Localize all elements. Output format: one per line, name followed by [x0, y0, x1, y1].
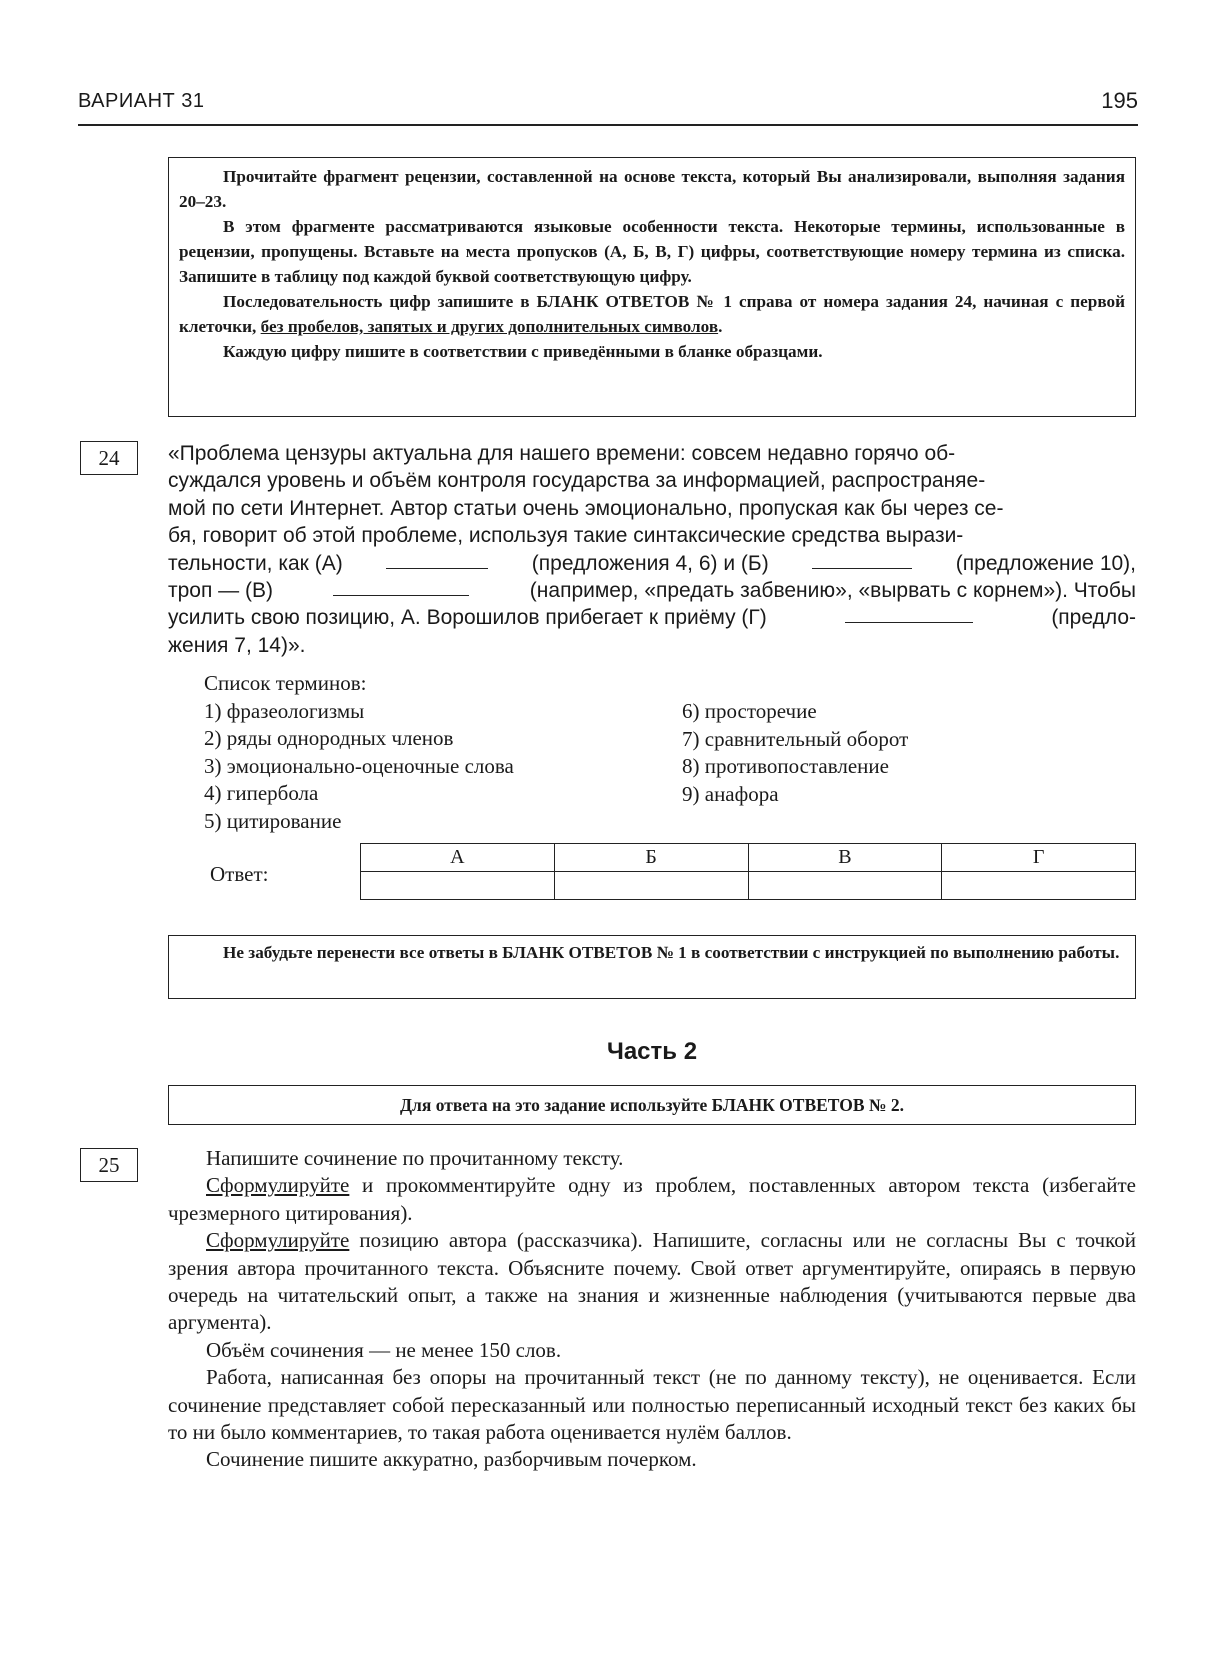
instruction-box	[168, 157, 1136, 417]
essay-paragraph: Работа, написанная без опоры на прочитанный текст (не по данному тексту), не оценивается. Если сочинение представляет собой пересказанный или полностью переписанный исходный текст без каких бы то ни было комментариев, то такая работа оценивается нулём баллов.	[168, 1365, 1136, 1445]
essay-paragraph: Объём сочинения — не менее 150 слов.	[206, 1337, 562, 1362]
answer-header-v: В	[748, 844, 942, 872]
essay-paragraph	[168, 1227, 1136, 1337]
passage-line: бя, говорит об этой проблеме, используя такие синтаксические средства вырази-	[168, 524, 964, 548]
reminder-box	[168, 935, 1136, 999]
passage-text: тельности, как (А)	[168, 551, 343, 575]
task-number-25: 25	[80, 1148, 138, 1182]
essay-task	[168, 1145, 1136, 1474]
essay-keyword: Сформулируйте	[206, 1228, 350, 1253]
passage-line	[168, 550, 1136, 577]
terms-list-left	[204, 670, 514, 836]
answer-header-row	[361, 844, 1136, 872]
instruction-paragraph: Каждую цифру пишите в соответствии с приведёнными в бланке образцами.	[223, 342, 823, 361]
essay-keyword: Сформулируйте	[206, 1173, 350, 1198]
answer-input-row	[361, 872, 1136, 900]
reminder-text: Не забудьте перенести все ответы в БЛАНК ОТВЕТОВ № 1 в соответствии с инструкцией по выполнению работы.	[223, 943, 1120, 962]
passage-text: (предложения 4, 6) и (Б)	[531, 551, 769, 575]
variant-title: ВАРИАНТ 31	[78, 90, 205, 112]
essay-text: и прокомментируйте одну из проблем, поставленных автором текста (избегайте чрезмерного цитирования).	[168, 1173, 1136, 1225]
passage-line	[168, 577, 1136, 604]
answer-header-g: Г	[942, 844, 1136, 872]
instruction-paragraph	[179, 289, 1125, 339]
term-item: 6) просторечие	[682, 699, 817, 723]
passage-text: (предло-	[1051, 606, 1136, 630]
essay-paragraph	[168, 1172, 1136, 1227]
review-passage	[168, 440, 1136, 659]
answer-cell-a[interactable]	[361, 872, 555, 900]
essay-paragraph: Сочинение пишите аккуратно, разборчивым почерком.	[206, 1447, 697, 1472]
term-item: 5) цитирование	[204, 808, 342, 833]
essay-text: позицию автора (рассказчика). Напишите, согласны или не согласны Вы с точкой зрения автора прочитанного текста. Объясните почему. Свой ответ аргументируйте, опираясь в первую очередь на читательский опыт, а также на знания и жизненные наблюдения (учитываются первые два аргумента).	[168, 1228, 1136, 1335]
blank-v	[333, 577, 469, 596]
answer-table	[360, 843, 1136, 900]
term-item: 3) эмоционально-оценочные слова	[204, 753, 514, 778]
blank-a	[386, 550, 488, 569]
blank-g	[845, 604, 973, 623]
answer-header-a: А	[361, 844, 555, 872]
page-number: 195	[1101, 88, 1138, 113]
passage-text: троп — (В)	[168, 579, 274, 603]
term-item: 7) сравнительный оборот	[682, 726, 909, 751]
task-number-24: 24	[80, 441, 138, 475]
instruction-underlined-text: без пробелов, запятых и других дополнительных символов	[260, 317, 719, 336]
instruction-paragraph: Прочитайте фрагмент рецензии, составленной на основе текста, который Вы анализировали, выполняя задания 20–23.	[179, 167, 1125, 211]
header-divider	[78, 124, 1138, 126]
answer-cell-b[interactable]	[554, 872, 748, 900]
instruction-paragraph: В этом фрагменте рассматриваются языковые особенности текста. Некоторые термины, использованные в рецензии, пропущены. Вставьте на места пропусков (А, Б, В, Г) цифры, соответствующие номеру термина из списка. Запишите в таблицу под каждой буквой соответствующую цифру.	[179, 217, 1125, 286]
terms-title: Список терминов:	[204, 671, 367, 695]
passage-text: (например, «предать забвению», «вырвать с корнем»). Чтобы	[529, 579, 1136, 603]
passage-line: мой по сети Интернет. Автор статьи очень эмоционально, пропуская как бы через се-	[168, 496, 1004, 520]
answer-cell-g[interactable]	[942, 872, 1136, 900]
instruction-text: Последовательность цифр запишите в БЛАНК ОТВЕТОВ № 1 справа от номера задания 24, начиная с первой клеточки,	[179, 292, 1125, 336]
term-item: 9) анафора	[682, 781, 779, 806]
part2-title: Часть 2	[606, 1038, 698, 1065]
answer-label: Ответ:	[210, 862, 269, 886]
term-item: 4) гипербола	[204, 781, 319, 806]
term-item: 1) фразеологизмы	[204, 698, 365, 723]
essay-paragraph: Напишите сочинение по прочитанному тексту.	[206, 1146, 624, 1170]
passage-text: (предложение 10),	[955, 551, 1136, 575]
blank-b	[812, 550, 912, 569]
passage-line: «Проблема цензуры актуальна для нашего времени: совсем недавно горячо об-	[168, 442, 956, 465]
passage-text: усилить свою позицию, А. Ворошилов прибегает к приёму (Г)	[168, 606, 767, 630]
passage-line: суждался уровень и объём контроля государства за информацией, распространяе-	[168, 469, 986, 493]
term-item: 2) ряды однородных членов	[204, 726, 454, 751]
terms-list-right	[682, 698, 908, 808]
term-item: 8) противопоставление	[682, 754, 889, 779]
instruction-text: .	[718, 317, 723, 336]
part2-note: Для ответа на это задание используйте БЛАНК ОТВЕТОВ № 2.	[168, 1085, 1136, 1125]
passage-line: жения 7, 14)».	[168, 633, 306, 657]
passage-line	[168, 604, 1136, 631]
answer-cell-v[interactable]	[748, 872, 942, 900]
answer-header-b: Б	[554, 844, 748, 872]
